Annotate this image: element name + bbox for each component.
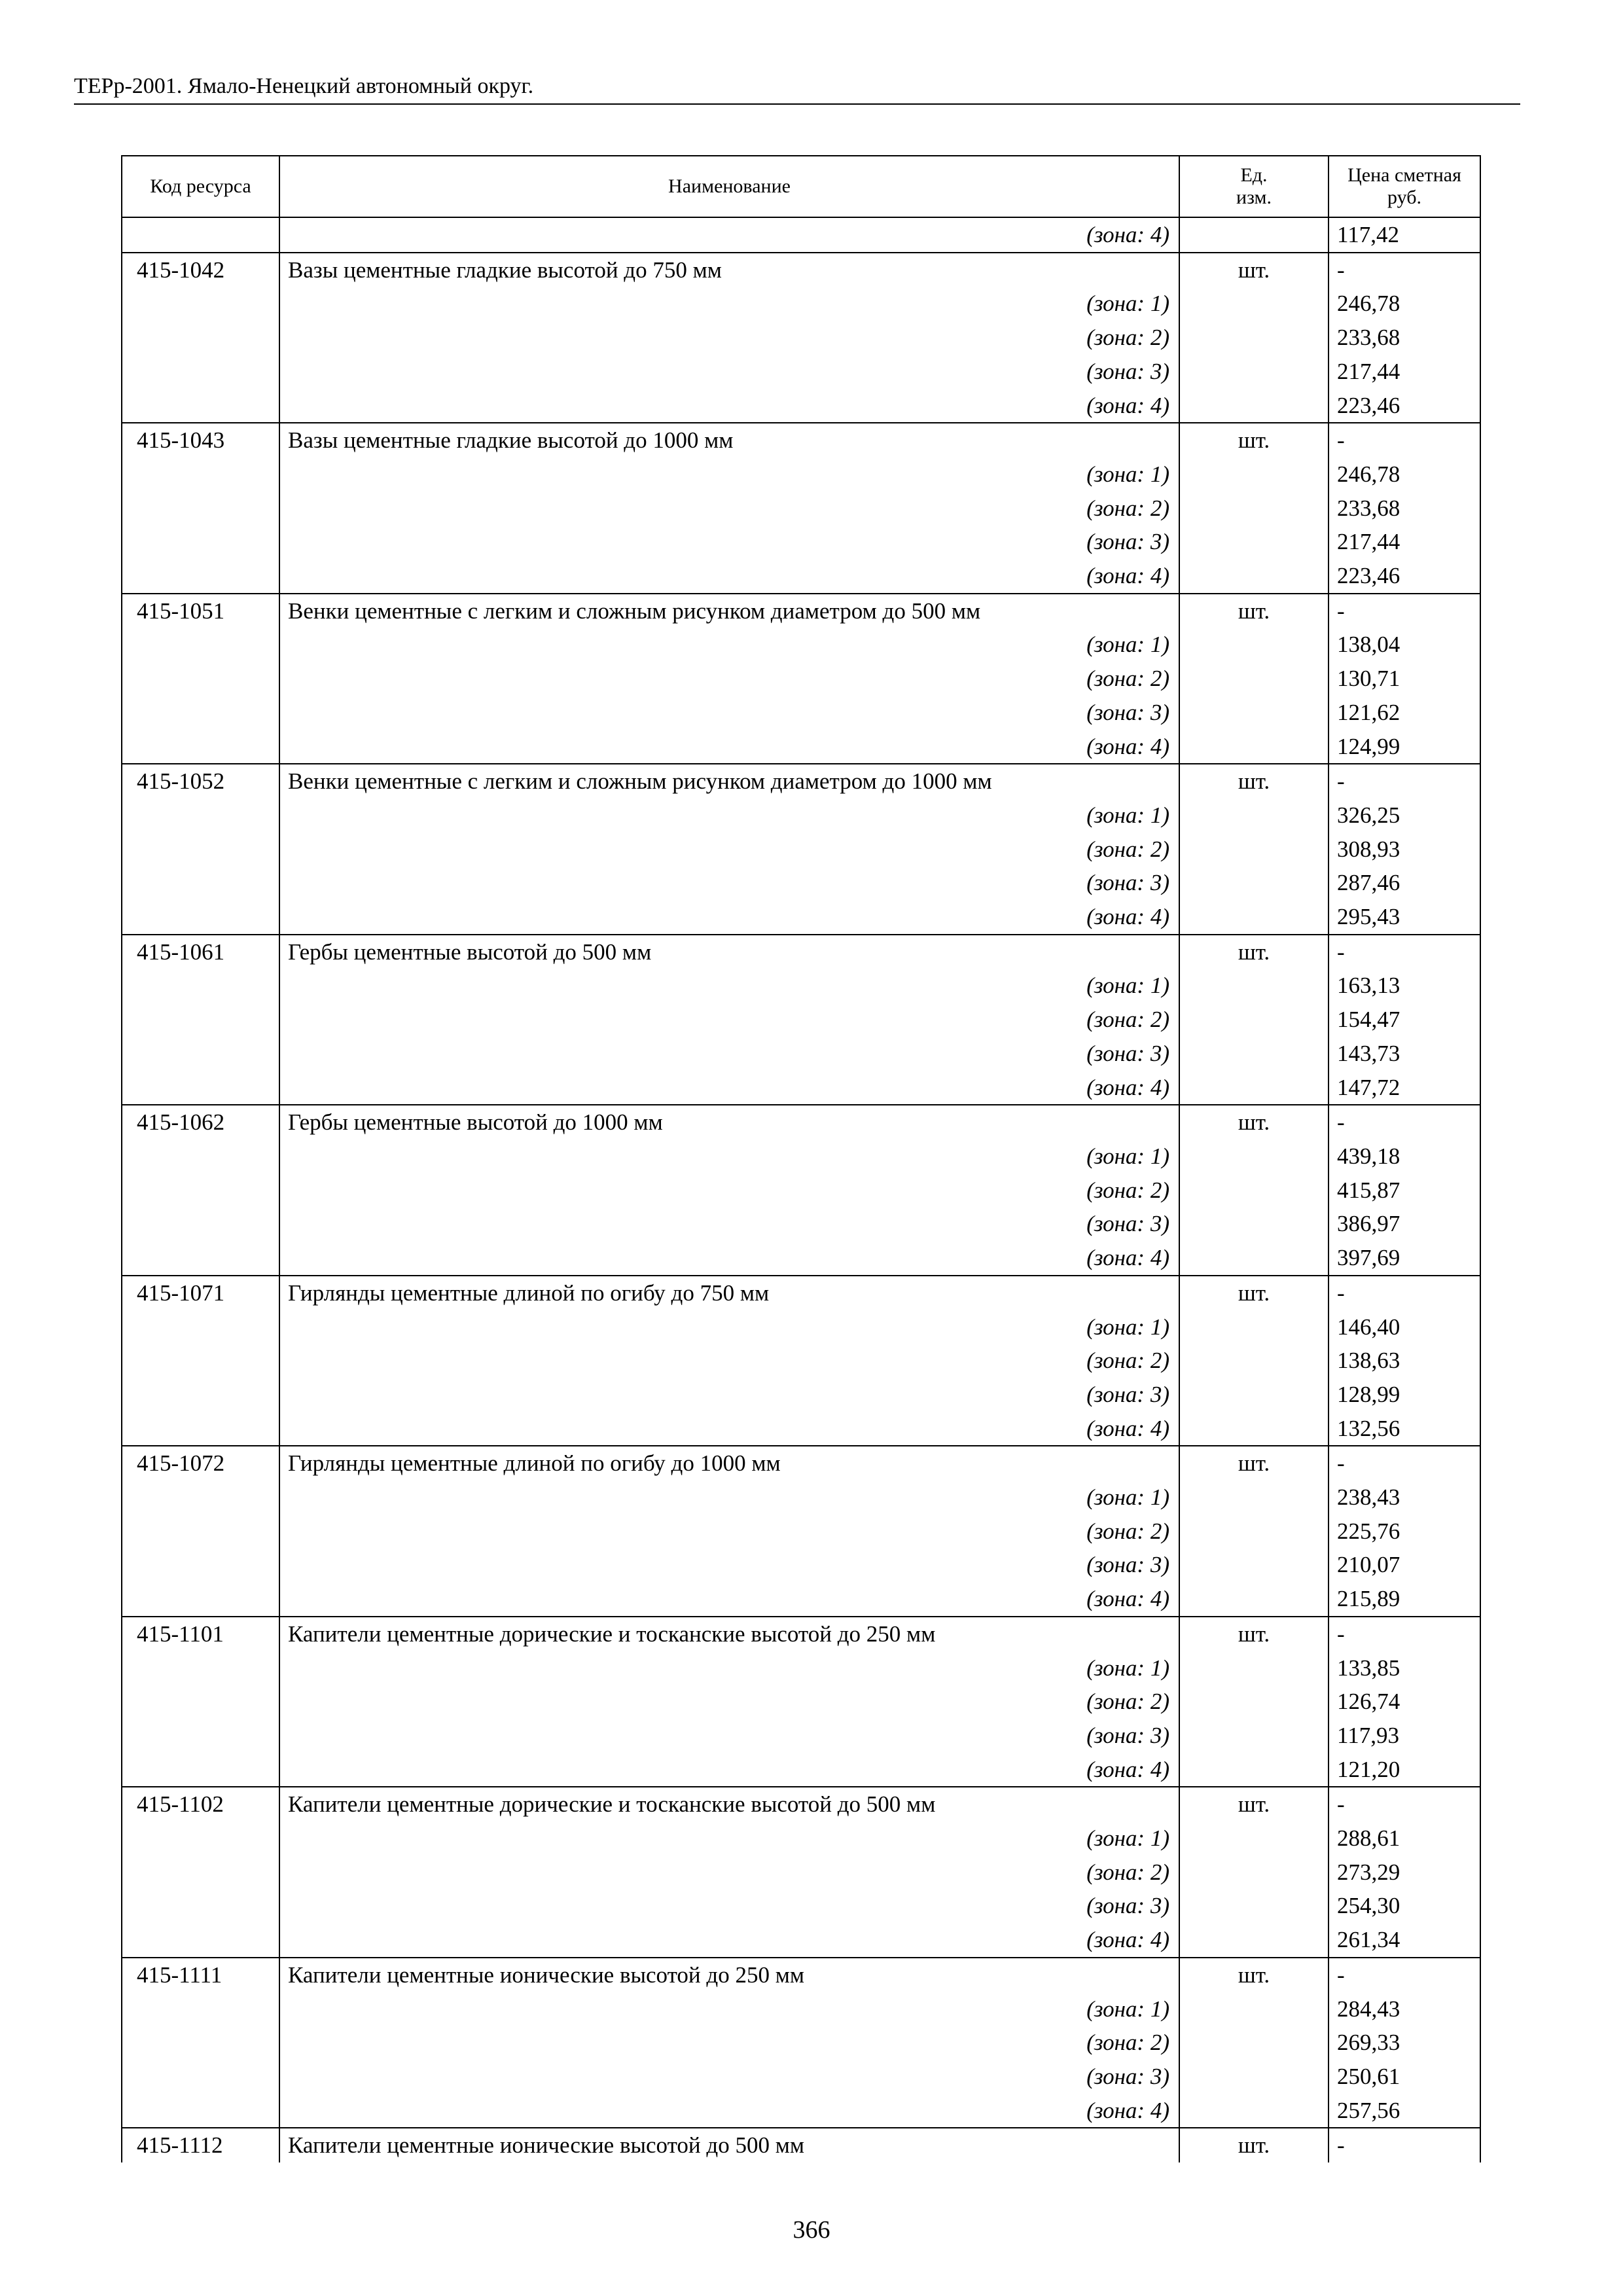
zone-price: 233,68 — [1329, 321, 1480, 355]
code-cell — [122, 1923, 279, 1958]
resource-name: Венки цементные с легким и сложным рисунком диаметром до 1000 мм — [279, 764, 1179, 798]
unit-cell — [1179, 1515, 1329, 1549]
zone-price: 288,61 — [1329, 1821, 1480, 1856]
code-cell — [122, 1685, 279, 1719]
column-header-unit-line1: Ед. — [1240, 164, 1268, 186]
zone-row — [122, 389, 1480, 423]
column-header-price-line2: руб. — [1387, 187, 1421, 208]
zone-price: 132,56 — [1329, 1412, 1480, 1446]
zone-row — [122, 1651, 1480, 1685]
base-price: - — [1329, 594, 1480, 628]
zone-label: (зона: 3) — [279, 1037, 1179, 1071]
code-cell — [122, 1207, 279, 1241]
table-row — [122, 1958, 1480, 1992]
unit-cell — [1179, 1071, 1329, 1105]
zone-label: (зона: 2) — [279, 1515, 1179, 1549]
zone-row — [122, 1719, 1480, 1753]
zone-price: 386,97 — [1329, 1207, 1480, 1241]
unit-cell — [1179, 1310, 1329, 1344]
column-header-code: Код ресурса — [122, 156, 279, 217]
table-row — [122, 935, 1480, 969]
resource-code: 415-1052 — [122, 764, 279, 798]
zone-price: 439,18 — [1329, 1139, 1480, 1174]
code-cell — [122, 1071, 279, 1105]
zone-label: (зона: 3) — [279, 1719, 1179, 1753]
column-header-price — [1329, 156, 1480, 217]
unit-of-measure: шт. — [1179, 764, 1329, 798]
unit-cell — [1179, 559, 1329, 594]
code-cell — [122, 1378, 279, 1412]
zone-label: (зона: 2) — [279, 2026, 1179, 2060]
zone-label: (зона: 1) — [279, 628, 1179, 662]
zone-label: (зона: 2) — [279, 1856, 1179, 1890]
zone-row — [122, 1753, 1480, 1787]
table-row — [122, 594, 1480, 628]
unit-cell — [1179, 1480, 1329, 1515]
table-row — [122, 423, 1480, 457]
zone-price: 308,93 — [1329, 833, 1480, 867]
zone-row — [122, 1515, 1480, 1549]
resource-code: 415-1101 — [122, 1617, 279, 1651]
zone-price: 261,34 — [1329, 1923, 1480, 1958]
zone-label: (зона: 3) — [279, 1889, 1179, 1923]
zone-price: 143,73 — [1329, 1037, 1480, 1071]
zone-price: 154,47 — [1329, 1003, 1480, 1037]
unit-cell — [1179, 1003, 1329, 1037]
code-cell — [122, 730, 279, 764]
zone-row — [122, 492, 1480, 526]
code-cell — [122, 662, 279, 696]
zone-price: 146,40 — [1329, 1310, 1480, 1344]
zone-label: (зона: 4) — [279, 1923, 1179, 1958]
zone-row — [122, 559, 1480, 594]
resource-name: Венки цементные с легким и сложным рисунком диаметром до 500 мм — [279, 594, 1179, 628]
zone-row — [122, 287, 1480, 321]
base-price: - — [1329, 935, 1480, 969]
unit-cell — [1179, 1174, 1329, 1208]
unit-of-measure: шт. — [1179, 1105, 1329, 1139]
zone-price: 147,72 — [1329, 1071, 1480, 1105]
base-price: - — [1329, 2128, 1480, 2162]
code-cell — [122, 1310, 279, 1344]
zone-label: (зона: 2) — [279, 321, 1179, 355]
resource-name: Капители цементные ионические высотой до 500 мм — [279, 2128, 1179, 2162]
zone-row — [122, 1548, 1480, 1582]
code-cell — [122, 2060, 279, 2094]
zone-label: (зона: 4) — [279, 389, 1179, 423]
unit-of-measure: шт. — [1179, 423, 1329, 457]
unit-cell — [1179, 1889, 1329, 1923]
unit-cell — [1179, 525, 1329, 559]
resource-code: 415-1102 — [122, 1787, 279, 1821]
unit-cell — [1179, 1685, 1329, 1719]
zone-label: (зона: 1) — [279, 287, 1179, 321]
zone-price: 124,99 — [1329, 730, 1480, 764]
unit-cell — [1179, 900, 1329, 935]
code-cell — [122, 1548, 279, 1582]
zone-label: (зона: 1) — [279, 457, 1179, 492]
zone-row — [122, 798, 1480, 833]
table-row — [122, 2128, 1480, 2162]
unit-cell — [1179, 1412, 1329, 1446]
unit-cell — [1179, 217, 1329, 253]
zone-price: 163,13 — [1329, 969, 1480, 1003]
resource-name: Гирлянды цементные длиной по огибу до 750 мм — [279, 1276, 1179, 1310]
zone-row — [122, 457, 1480, 492]
resource-code: 415-1061 — [122, 935, 279, 969]
zone-price: 223,46 — [1329, 559, 1480, 594]
base-price: - — [1329, 1958, 1480, 1992]
unit-of-measure: шт. — [1179, 1617, 1329, 1651]
code-cell — [122, 833, 279, 867]
zone-label: (зона: 3) — [279, 1378, 1179, 1412]
resource-code: 415-1071 — [122, 1276, 279, 1310]
base-price: - — [1329, 1787, 1480, 1821]
unit-cell — [1179, 833, 1329, 867]
zone-price: 130,71 — [1329, 662, 1480, 696]
base-price: - — [1329, 423, 1480, 457]
unit-cell — [1179, 1719, 1329, 1753]
zone-label: (зона: 1) — [279, 1310, 1179, 1344]
code-cell — [122, 1651, 279, 1685]
zone-label: (зона: 2) — [279, 1003, 1179, 1037]
zone-price: 117,42 — [1329, 217, 1480, 253]
unit-cell — [1179, 1207, 1329, 1241]
unit-cell — [1179, 628, 1329, 662]
table-body — [122, 217, 1480, 2162]
resource-name: Гербы цементные высотой до 500 мм — [279, 935, 1179, 969]
zone-price: 287,46 — [1329, 866, 1480, 900]
code-cell — [122, 457, 279, 492]
zone-price: 126,74 — [1329, 1685, 1480, 1719]
zone-row — [122, 2026, 1480, 2060]
code-cell — [122, 1515, 279, 1549]
zone-row — [122, 1241, 1480, 1276]
column-header-name: Наименование — [279, 156, 1179, 217]
unit-of-measure: шт. — [1179, 1787, 1329, 1821]
zone-label: (зона: 1) — [279, 798, 1179, 833]
code-cell — [122, 628, 279, 662]
zone-label: (зона: 2) — [279, 833, 1179, 867]
code-cell — [122, 1139, 279, 1174]
zone-price: 133,85 — [1329, 1651, 1480, 1685]
code-cell — [122, 1003, 279, 1037]
zone-price: 117,93 — [1329, 1719, 1480, 1753]
unit-cell — [1179, 696, 1329, 730]
zone-price: 121,20 — [1329, 1753, 1480, 1787]
base-price: - — [1329, 253, 1480, 287]
unit-of-measure: шт. — [1179, 253, 1329, 287]
zone-price: 246,78 — [1329, 287, 1480, 321]
unit-cell — [1179, 1651, 1329, 1685]
unit-cell — [1179, 1753, 1329, 1787]
zone-row — [122, 1378, 1480, 1412]
zone-row — [122, 1480, 1480, 1515]
zone-price: 217,44 — [1329, 355, 1480, 389]
table-row — [122, 1787, 1480, 1821]
resource-code: 415-1112 — [122, 2128, 279, 2162]
zone-label: (зона: 4) — [279, 217, 1179, 253]
code-cell — [122, 1241, 279, 1276]
zone-row — [122, 730, 1480, 764]
zone-row — [122, 1582, 1480, 1617]
table-row — [122, 253, 1480, 287]
zone-row — [122, 1344, 1480, 1378]
zone-label: (зона: 4) — [279, 2094, 1179, 2128]
resource-code: 415-1072 — [122, 1446, 279, 1480]
unit-cell — [1179, 389, 1329, 423]
code-cell — [122, 1856, 279, 1890]
zone-row — [122, 355, 1480, 389]
unit-of-measure: шт. — [1179, 1958, 1329, 1992]
zone-row — [122, 662, 1480, 696]
zone-row — [122, 900, 1480, 935]
zone-label: (зона: 4) — [279, 730, 1179, 764]
zone-price: 238,43 — [1329, 1480, 1480, 1515]
zone-row — [122, 1139, 1480, 1174]
zone-price: 326,25 — [1329, 798, 1480, 833]
zone-row — [122, 321, 1480, 355]
base-price: - — [1329, 1105, 1480, 1139]
resource-code: 415-1051 — [122, 594, 279, 628]
table-row — [122, 764, 1480, 798]
table-header — [122, 156, 1480, 217]
price-table — [121, 155, 1481, 2162]
unit-cell — [1179, 355, 1329, 389]
zone-row — [122, 628, 1480, 662]
resource-name: Вазы цементные гладкие высотой до 1000 мм — [279, 423, 1179, 457]
zone-price: 284,43 — [1329, 1992, 1480, 2026]
zone-row — [122, 1685, 1480, 1719]
code-cell — [122, 1821, 279, 1856]
code-cell — [122, 798, 279, 833]
base-price: - — [1329, 1617, 1480, 1651]
unit-cell — [1179, 457, 1329, 492]
unit-cell — [1179, 969, 1329, 1003]
unit-cell — [1179, 492, 1329, 526]
zone-row — [122, 969, 1480, 1003]
zone-row — [122, 1207, 1480, 1241]
resource-name: Вазы цементные гладкие высотой до 750 мм — [279, 253, 1179, 287]
zone-row — [122, 2060, 1480, 2094]
code-cell — [122, 696, 279, 730]
unit-cell — [1179, 1139, 1329, 1174]
zone-price: 138,63 — [1329, 1344, 1480, 1378]
zone-price: 128,99 — [1329, 1378, 1480, 1412]
code-cell — [122, 287, 279, 321]
unit-cell — [1179, 1378, 1329, 1412]
code-cell — [122, 525, 279, 559]
zone-label: (зона: 2) — [279, 1344, 1179, 1378]
code-cell — [122, 1582, 279, 1617]
page-number: 366 — [793, 2216, 830, 2244]
zone-label: (зона: 3) — [279, 866, 1179, 900]
code-cell — [122, 1753, 279, 1787]
code-cell — [122, 1344, 279, 1378]
zone-row — [122, 1174, 1480, 1208]
zone-price: 233,68 — [1329, 492, 1480, 526]
zone-row — [122, 1889, 1480, 1923]
table-row — [122, 1617, 1480, 1651]
zone-label: (зона: 2) — [279, 662, 1179, 696]
code-cell — [122, 1037, 279, 1071]
zone-label: (зона: 3) — [279, 696, 1179, 730]
zone-label: (зона: 4) — [279, 1071, 1179, 1105]
code-cell — [122, 321, 279, 355]
zone-row — [122, 1412, 1480, 1446]
zone-label: (зона: 4) — [279, 1582, 1179, 1617]
zone-row — [122, 1923, 1480, 1958]
table-row — [122, 1276, 1480, 1310]
column-header-price-line1: Цена сметная — [1347, 164, 1461, 186]
zone-row — [122, 1856, 1480, 1890]
code-cell — [122, 1412, 279, 1446]
zone-row — [122, 1003, 1480, 1037]
code-cell — [122, 559, 279, 594]
zone-label: (зона: 4) — [279, 900, 1179, 935]
zone-price: 246,78 — [1329, 457, 1480, 492]
zone-price: 257,56 — [1329, 2094, 1480, 2128]
unit-cell — [1179, 1923, 1329, 1958]
unit-cell — [1179, 2060, 1329, 2094]
unit-cell — [1179, 730, 1329, 764]
unit-cell — [1179, 1992, 1329, 2026]
zone-price: 250,61 — [1329, 2060, 1480, 2094]
code-cell — [122, 217, 279, 253]
zone-price: 295,43 — [1329, 900, 1480, 935]
zone-label: (зона: 4) — [279, 1412, 1179, 1446]
zone-label: (зона: 1) — [279, 1480, 1179, 1515]
zone-label: (зона: 3) — [279, 355, 1179, 389]
unit-cell — [1179, 321, 1329, 355]
zone-label: (зона: 4) — [279, 1753, 1179, 1787]
carryover-row — [122, 217, 1480, 253]
base-price: - — [1329, 1446, 1480, 1480]
zone-price: 138,04 — [1329, 628, 1480, 662]
unit-cell — [1179, 662, 1329, 696]
zone-label: (зона: 1) — [279, 1992, 1179, 2026]
resource-code: 415-1111 — [122, 1958, 279, 1992]
zone-row — [122, 1071, 1480, 1105]
unit-cell — [1179, 1856, 1329, 1890]
zone-label: (зона: 2) — [279, 1685, 1179, 1719]
zone-price: 210,07 — [1329, 1548, 1480, 1582]
zone-label: (зона: 4) — [279, 1241, 1179, 1276]
column-header-unit — [1179, 156, 1329, 217]
zone-label: (зона: 1) — [279, 1139, 1179, 1174]
zone-row — [122, 1037, 1480, 1071]
unit-of-measure: шт. — [1179, 1276, 1329, 1310]
zone-label: (зона: 1) — [279, 969, 1179, 1003]
zone-row — [122, 1310, 1480, 1344]
code-cell — [122, 492, 279, 526]
table-row — [122, 1446, 1480, 1480]
zone-label: (зона: 2) — [279, 492, 1179, 526]
zone-label: (зона: 3) — [279, 2060, 1179, 2094]
unit-cell — [1179, 1037, 1329, 1071]
zone-price: 273,29 — [1329, 1856, 1480, 1890]
zone-label: (зона: 2) — [279, 1174, 1179, 1208]
code-cell — [122, 1719, 279, 1753]
zone-label: (зона: 1) — [279, 1821, 1179, 1856]
unit-cell — [1179, 798, 1329, 833]
base-price: - — [1329, 764, 1480, 798]
zone-row — [122, 833, 1480, 867]
table-row — [122, 1105, 1480, 1139]
zone-price: 217,44 — [1329, 525, 1480, 559]
zone-row — [122, 1992, 1480, 2026]
unit-cell — [1179, 1344, 1329, 1378]
code-cell — [122, 969, 279, 1003]
code-cell — [122, 900, 279, 935]
resource-name: Гербы цементные высотой до 1000 мм — [279, 1105, 1179, 1139]
unit-of-measure: шт. — [1179, 1446, 1329, 1480]
unit-cell — [1179, 1548, 1329, 1582]
zone-row — [122, 866, 1480, 900]
unit-cell — [1179, 866, 1329, 900]
resource-name: Гирлянды цементные длиной по огибу до 1000 мм — [279, 1446, 1179, 1480]
code-cell — [122, 1480, 279, 1515]
code-cell — [122, 866, 279, 900]
code-cell — [122, 2094, 279, 2128]
zone-row — [122, 696, 1480, 730]
unit-cell — [1179, 287, 1329, 321]
code-cell — [122, 1992, 279, 2026]
resource-name: Капители цементные ионические высотой до 250 мм — [279, 1958, 1179, 1992]
zone-row — [122, 525, 1480, 559]
resource-code: 415-1043 — [122, 423, 279, 457]
unit-of-measure: шт. — [1179, 935, 1329, 969]
unit-cell — [1179, 1582, 1329, 1617]
resource-name: Капители цементные дорические и тосканские высотой до 500 мм — [279, 1787, 1179, 1821]
base-price: - — [1329, 1276, 1480, 1310]
zone-row — [122, 1821, 1480, 1856]
page-header: ТЕРр-2001. Ямало-Ненецкий автономный округ. — [74, 73, 1520, 105]
unit-cell — [1179, 1241, 1329, 1276]
resource-name: Капители цементные дорические и тосканские высотой до 250 мм — [279, 1617, 1179, 1651]
unit-of-measure: шт. — [1179, 2128, 1329, 2162]
zone-price: 121,62 — [1329, 696, 1480, 730]
unit-cell — [1179, 2026, 1329, 2060]
zone-row — [122, 2094, 1480, 2128]
unit-cell — [1179, 1821, 1329, 1856]
code-cell — [122, 1174, 279, 1208]
zone-label: (зона: 3) — [279, 1207, 1179, 1241]
zone-label: (зона: 3) — [279, 525, 1179, 559]
code-cell — [122, 2026, 279, 2060]
resource-code: 415-1062 — [122, 1105, 279, 1139]
unit-cell — [1179, 2094, 1329, 2128]
zone-price: 254,30 — [1329, 1889, 1480, 1923]
column-header-unit-line2: изм. — [1236, 187, 1272, 208]
zone-price: 215,89 — [1329, 1582, 1480, 1617]
zone-price: 415,87 — [1329, 1174, 1480, 1208]
zone-label: (зона: 4) — [279, 559, 1179, 594]
unit-of-measure: шт. — [1179, 594, 1329, 628]
zone-price: 397,69 — [1329, 1241, 1480, 1276]
zone-label: (зона: 1) — [279, 1651, 1179, 1685]
zone-price: 269,33 — [1329, 2026, 1480, 2060]
code-cell — [122, 389, 279, 423]
zone-label: (зона: 3) — [279, 1548, 1179, 1582]
zone-price: 225,76 — [1329, 1515, 1480, 1549]
code-cell — [122, 355, 279, 389]
code-cell — [122, 1889, 279, 1923]
resource-code: 415-1042 — [122, 253, 279, 287]
zone-price: 223,46 — [1329, 389, 1480, 423]
